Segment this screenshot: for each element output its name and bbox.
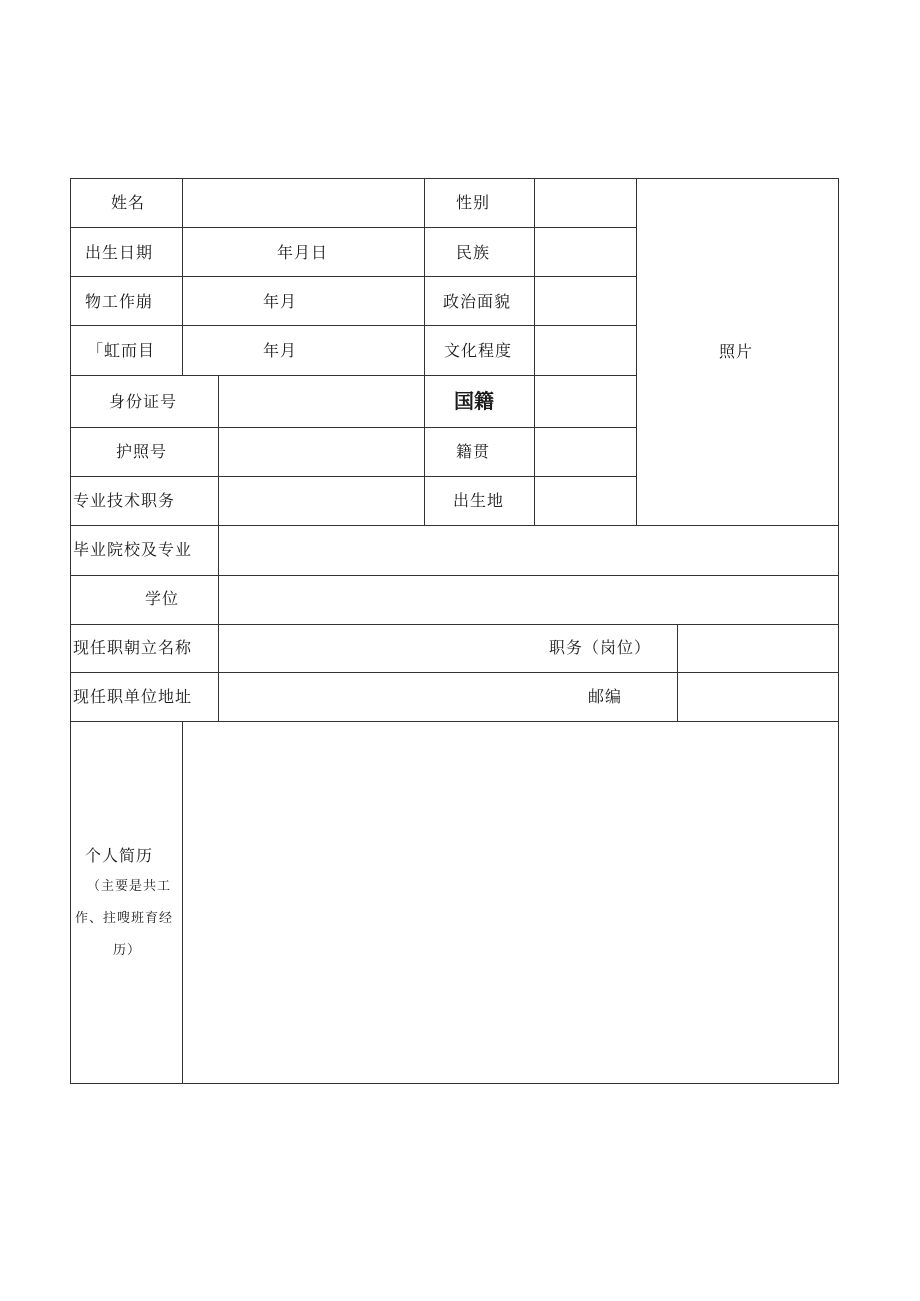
label-native-place: 籍贯: [456, 442, 491, 461]
resume-note-line-1: （主要是共工: [87, 879, 172, 894]
label-education: 文化程度: [444, 341, 513, 360]
political-field[interactable]: [535, 277, 635, 324]
school-major-field[interactable]: [219, 526, 837, 574]
label-employer-address: 现任职单位地址: [73, 687, 193, 706]
label-professional-title: 专业技术职务: [73, 491, 176, 510]
id-number-field[interactable]: [219, 376, 423, 426]
native-place-field[interactable]: [535, 428, 635, 475]
resume-note-line-2: 作、拄嗖班育经: [75, 911, 174, 926]
label-party-date: 「虹而目: [87, 341, 156, 360]
passport-field[interactable]: [219, 428, 423, 475]
employer-address-field[interactable]: [219, 673, 579, 720]
nationality-field[interactable]: [535, 376, 635, 426]
ethnicity-field[interactable]: [535, 228, 635, 275]
label-gender: 性别: [456, 193, 491, 212]
education-field[interactable]: [535, 326, 635, 374]
professional-title-field[interactable]: [219, 477, 423, 524]
postcode-field[interactable]: [678, 673, 837, 720]
label-ethnicity: 民族: [456, 243, 491, 262]
birth-date-field[interactable]: 年月日: [277, 243, 329, 262]
birthplace-field[interactable]: [535, 477, 635, 524]
label-employer-name: 现任职朝立名称: [73, 638, 193, 657]
label-political: 政治面貌: [443, 292, 512, 311]
resume-note-line-3: 历）: [113, 943, 142, 958]
label-nationality: 国籍: [454, 389, 494, 413]
label-name: 姓名: [111, 193, 146, 212]
label-work-start: 物工作崩: [85, 292, 154, 311]
position-field[interactable]: [678, 625, 837, 671]
col-divider: [424, 179, 425, 525]
gender-field[interactable]: [535, 180, 635, 226]
party-date-field[interactable]: 年月: [263, 341, 298, 360]
employer-name-field[interactable]: [219, 625, 549, 671]
work-start-field[interactable]: 年月: [263, 292, 298, 311]
label-birth-date: 出生日期: [85, 243, 154, 262]
label-postcode: 邮编: [588, 687, 623, 706]
label-photo: 照片: [719, 342, 754, 361]
label-passport: 护照号: [116, 442, 168, 461]
label-degree: 学位: [145, 589, 180, 608]
label-birthplace: 出生地: [453, 491, 505, 510]
name-field[interactable]: [183, 180, 423, 226]
label-school-major: 毕业院校及专业: [73, 540, 193, 559]
resume-field[interactable]: [183, 722, 837, 1083]
label-position: 职务（岗位）: [549, 638, 652, 657]
registration-form: [70, 178, 839, 1084]
degree-field[interactable]: [219, 576, 837, 623]
label-resume: 个人简历: [85, 846, 154, 865]
label-id-number: 身份证号: [109, 392, 178, 411]
